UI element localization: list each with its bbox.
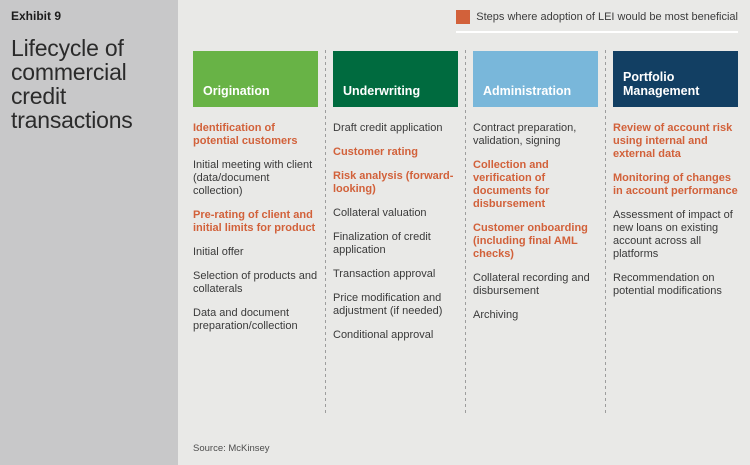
lifecycle-column (613, 51, 738, 353)
lifecycle-step-highlighted: Monitoring of changes in account performance (613, 172, 738, 197)
column-items (613, 122, 738, 298)
highlight-swatch-icon (456, 10, 470, 24)
lifecycle-step: Archiving (473, 309, 519, 321)
lifecycle-step: Initial offer (193, 246, 244, 258)
lifecycle-step-highlighted: Identification of potential customers (193, 122, 298, 147)
column-title: Origination (203, 84, 270, 98)
lifecycle-step: Price modification and adjustment (if needed) (333, 292, 443, 317)
lifecycle-column (333, 51, 458, 353)
lifecycle-step: Recommendation on potential modifications (613, 272, 722, 297)
lifecycle-step-highlighted: Customer onboarding (including final AML checks) (473, 222, 588, 260)
lifecycle-step-highlighted: Pre-rating of client and initial limits for product (193, 209, 316, 234)
lifecycle-step: Finalization of credit application (333, 231, 431, 256)
lifecycle-step: Collateral recording and disbursement (473, 272, 590, 297)
column-divider (605, 50, 606, 416)
lifecycle-step: Contract preparation, validation, signing (473, 122, 577, 147)
column-divider (465, 50, 466, 416)
column-header (333, 51, 458, 107)
lifecycle-step-highlighted: Customer rating (333, 146, 418, 158)
lifecycle-step: Initial meeting with client (data/document collection) (193, 159, 313, 197)
lifecycle-step-highlighted: Risk analysis (forward-looking) (333, 170, 454, 195)
column-header (613, 51, 738, 107)
column-header (473, 51, 598, 107)
column-divider (325, 50, 326, 416)
exhibit-label: Exhibit 9 (11, 9, 62, 23)
lifecycle-step-highlighted: Review of account risk using internal and external data (613, 122, 733, 160)
column-title: Administration (483, 84, 572, 98)
lifecycle-step: Data and document preparation/collection (193, 307, 298, 332)
lifecycle-step: Assessment of impact of new loans on existing account across all platforms (613, 209, 733, 260)
source-note: Source: McKinsey (193, 443, 270, 454)
column-items (333, 122, 458, 342)
exhibit-title: Lifecycle of commercial credit transactions (11, 35, 133, 133)
lifecycle-column (473, 51, 598, 353)
lifecycle-step: Transaction approval (333, 268, 436, 280)
legend (456, 10, 738, 33)
column-items (473, 122, 598, 322)
lifecycle-step: Conditional approval (333, 329, 434, 341)
lifecycle-step-highlighted: Collection and verification of documents for disbursement (473, 159, 550, 210)
legend-label: Steps where adoption of LEI would be most beneficial (476, 11, 738, 23)
lifecycle-step: Selection of products and collaterals (193, 270, 318, 295)
lifecycle-step: Collateral valuation (333, 207, 427, 219)
column-title: Portfolio Management (623, 70, 700, 98)
column-title: Underwriting (343, 84, 421, 98)
lifecycle-step: Draft credit application (333, 122, 443, 134)
lifecycle-column (193, 51, 318, 353)
column-items (193, 122, 318, 333)
sidebar (0, 0, 178, 465)
column-header (193, 51, 318, 107)
